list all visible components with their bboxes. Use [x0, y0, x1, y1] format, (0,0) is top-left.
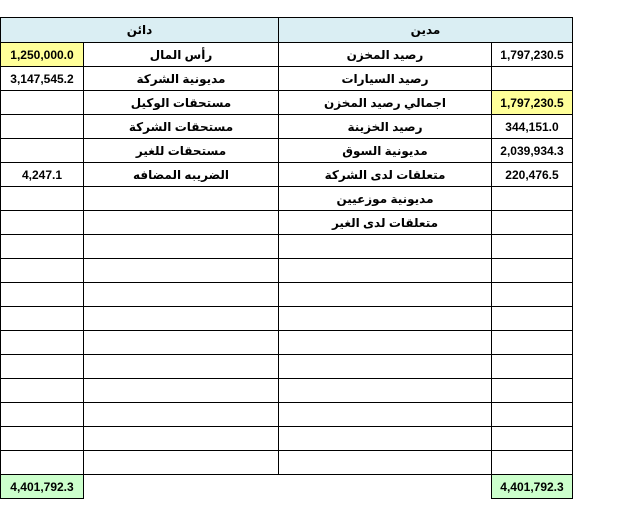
table-row — [1, 163, 573, 187]
creditor-header-cell[interactable]: دائن — [1, 18, 279, 43]
table-row — [1, 307, 573, 331]
debtor-amount-cell[interactable] — [492, 331, 573, 355]
table-row — [1, 379, 573, 403]
creditor-label-cell[interactable] — [84, 451, 279, 475]
creditor-label-cell[interactable] — [84, 307, 279, 331]
debtor-label-cell[interactable] — [279, 331, 492, 355]
debtor-label-cell[interactable]: مديونية السوق — [279, 139, 492, 163]
creditor-label-cell[interactable] — [84, 355, 279, 379]
debtor-label-cell[interactable]: رصيد السيارات — [279, 67, 492, 91]
debtor-header-cell[interactable]: مدين — [279, 18, 573, 43]
table-row — [1, 91, 573, 115]
debtor-amount-cell[interactable] — [492, 355, 573, 379]
creditor-label-cell[interactable]: رأس المال — [84, 43, 279, 67]
creditor-label-cell[interactable] — [84, 187, 279, 211]
debtor-amount-cell[interactable] — [492, 427, 573, 451]
creditor-amount-cell[interactable]: 1,250,000.0 — [1, 43, 84, 67]
debtor-amount-cell[interactable]: 1,797,230.5 — [492, 43, 573, 67]
creditor-amount-cell[interactable] — [1, 331, 84, 355]
debtor-amount-cell[interactable] — [492, 235, 573, 259]
table-row — [1, 211, 573, 235]
debtor-label-cell[interactable]: متعلقات لدى الغير — [279, 211, 492, 235]
debtor-total-cell[interactable]: 4,401,792.3 — [492, 475, 573, 499]
creditor-amount-cell[interactable] — [1, 283, 84, 307]
totals-spacer-cell — [84, 475, 492, 499]
debtor-label-cell[interactable]: رصيد الخزينة — [279, 115, 492, 139]
creditor-label-cell[interactable]: مديونية الشركة — [84, 67, 279, 91]
table-row — [1, 67, 573, 91]
creditor-amount-cell[interactable] — [1, 307, 84, 331]
creditor-total-cell[interactable]: 4,401,792.3 — [1, 475, 84, 499]
creditor-amount-cell[interactable] — [1, 403, 84, 427]
creditor-label-cell[interactable] — [84, 331, 279, 355]
debtor-label-cell[interactable] — [279, 235, 492, 259]
creditor-label-cell[interactable] — [84, 403, 279, 427]
header-row — [1, 18, 573, 43]
creditor-label-cell[interactable]: مستحقات الشركة — [84, 115, 279, 139]
table-row — [1, 235, 573, 259]
debtor-amount-cell[interactable] — [492, 259, 573, 283]
creditor-amount-cell[interactable] — [1, 259, 84, 283]
debtor-label-cell[interactable]: اجمالي رصيد المخزن — [279, 91, 492, 115]
debtor-label-cell[interactable]: متعلقات لدى الشركة — [279, 163, 492, 187]
creditor-amount-cell[interactable] — [1, 115, 84, 139]
debtor-amount-cell[interactable]: 1,797,230.5 — [492, 91, 573, 115]
table-row — [1, 451, 573, 475]
table-row — [1, 139, 573, 163]
totals-row — [1, 475, 573, 499]
creditor-amount-cell[interactable] — [1, 139, 84, 163]
creditor-label-cell[interactable] — [84, 283, 279, 307]
table-row — [1, 259, 573, 283]
creditor-label-cell[interactable] — [84, 427, 279, 451]
creditor-label-cell[interactable] — [84, 379, 279, 403]
debtor-label-cell[interactable] — [279, 307, 492, 331]
creditor-amount-cell[interactable] — [1, 427, 84, 451]
creditor-amount-cell[interactable]: 4,247.1 — [1, 163, 84, 187]
creditor-label-cell[interactable] — [84, 235, 279, 259]
debtor-amount-cell[interactable] — [492, 211, 573, 235]
debtor-amount-cell[interactable] — [492, 379, 573, 403]
creditor-amount-cell[interactable]: 3,147,545.2 — [1, 67, 84, 91]
table-row — [1, 283, 573, 307]
debtor-amount-cell[interactable]: 220,476.5 — [492, 163, 573, 187]
table-row — [1, 355, 573, 379]
debtor-amount-cell[interactable]: 2,039,934.3 — [492, 139, 573, 163]
debtor-label-cell[interactable]: مديونية موزعيين — [279, 187, 492, 211]
creditor-label-cell[interactable] — [84, 259, 279, 283]
debtor-label-cell[interactable] — [279, 451, 492, 475]
debtor-label-cell[interactable] — [279, 259, 492, 283]
table-row — [1, 43, 573, 67]
debtor-amount-cell[interactable] — [492, 451, 573, 475]
debtor-amount-cell[interactable] — [492, 283, 573, 307]
debtor-label-cell[interactable] — [279, 283, 492, 307]
creditor-label-cell[interactable]: مستحقات للغير — [84, 139, 279, 163]
creditor-amount-cell[interactable] — [1, 235, 84, 259]
creditor-amount-cell[interactable] — [1, 451, 84, 475]
creditor-amount-cell[interactable] — [1, 211, 84, 235]
debtor-amount-cell[interactable] — [492, 307, 573, 331]
table-row — [1, 115, 573, 139]
balance-sheet-grid — [0, 17, 573, 499]
creditor-label-cell[interactable] — [84, 211, 279, 235]
creditor-amount-cell[interactable] — [1, 355, 84, 379]
table-row — [1, 403, 573, 427]
creditor-amount-cell[interactable] — [1, 91, 84, 115]
debtor-label-cell[interactable] — [279, 427, 492, 451]
debtor-amount-cell[interactable] — [492, 67, 573, 91]
debtor-amount-cell[interactable]: 344,151.0 — [492, 115, 573, 139]
creditor-amount-cell[interactable] — [1, 187, 84, 211]
debtor-label-cell[interactable] — [279, 355, 492, 379]
creditor-amount-cell[interactable] — [1, 379, 84, 403]
debtor-label-cell[interactable] — [279, 379, 492, 403]
creditor-label-cell[interactable]: مستحقات الوكيل — [84, 91, 279, 115]
debtor-amount-cell[interactable] — [492, 403, 573, 427]
creditor-label-cell[interactable]: الضريبه المضافه — [84, 163, 279, 187]
table-row — [1, 331, 573, 355]
debtor-amount-cell[interactable] — [492, 187, 573, 211]
debtor-label-cell[interactable] — [279, 403, 492, 427]
debtor-label-cell[interactable]: رصيد المخزن — [279, 43, 492, 67]
table-row — [1, 427, 573, 451]
table-row — [1, 187, 573, 211]
